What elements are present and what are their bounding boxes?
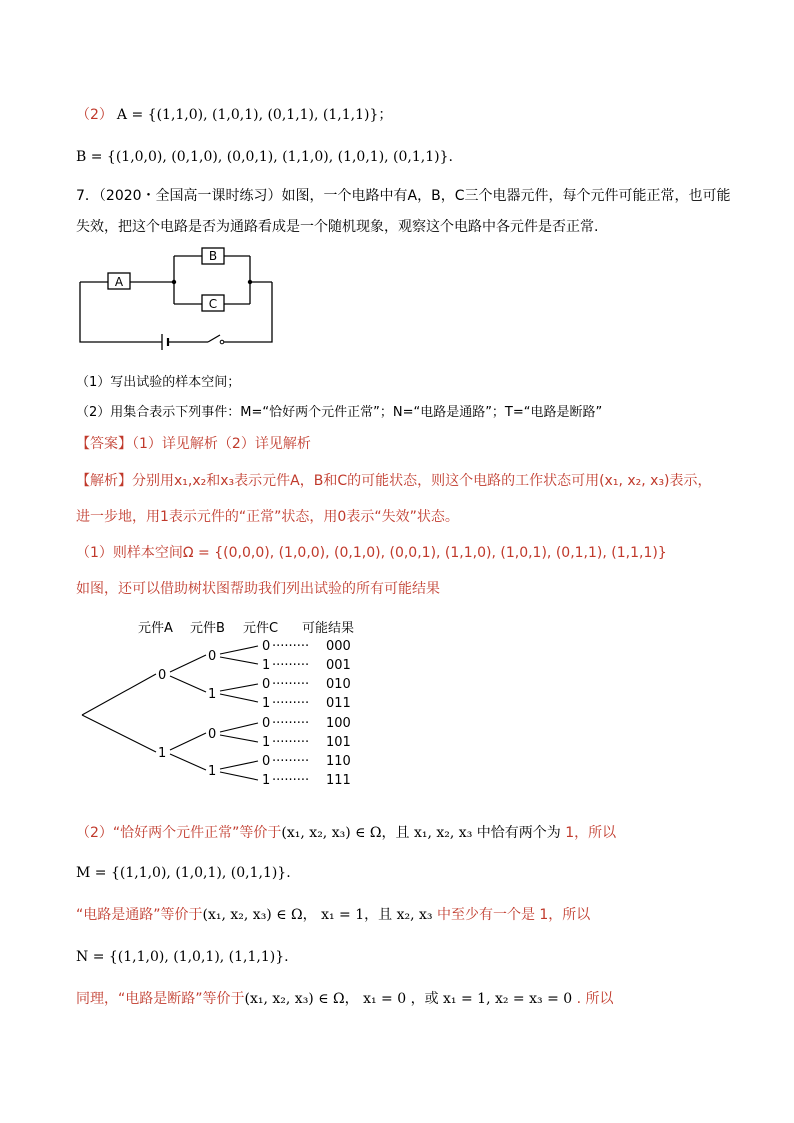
part2-line5 [76,988,614,1010]
set-N-expression: N = {(1,1,0), (1,0,1), (1,1,1)}. [76,949,289,965]
part2-line1-red: （2）“恰好两个元件正常”等价于 [76,825,282,841]
tree-header-C: 元件C [243,621,279,636]
circuit-diagram [70,240,290,360]
tree-B-1: 1 [208,687,217,702]
tree-dots-2: ········· [272,677,310,692]
part2-line5-math: (x₁, x₂, x₃) ∈ Ω， x₁ = 0 ，或 x₁ = 1, x₂ = x₃ = 0 [244,991,573,1007]
tree-header-B: 元件B [190,621,225,636]
set-B-expression: B = {(1,0,0), (0,1,0), (0,0,1), (1,1,0), (1,0,1), (0,1,1)}. [76,149,453,165]
answer-tag: 【答案】 [76,436,132,452]
circuit-label-B: B [208,249,218,263]
tree-A-0: 0 [158,668,167,683]
tree-result-2: 010 [326,677,351,692]
tree-intro-line: 如图，还可以借助树状图帮助我们列出试验的所有可能结果 [76,581,440,597]
tree-diagram [76,612,376,792]
part2-line1-red2: 1，所以 [560,825,617,841]
tree-result-7: 111 [326,773,351,788]
set-M-expression: M = {(1,1,0), (1,0,1), (0,1,1)}. [76,865,291,881]
tree-B-0: 0 [208,649,217,664]
analysis-line2: 进一步地，用1表示元件的“正常”状态，用0表示“失效”状态。 [76,509,459,525]
tree-C-6: 0 [262,754,271,769]
tree-C-0: 0 [262,639,271,654]
set-B-line [76,146,453,168]
set-A-expression: A = {(1,1,0), (1,0,1), (0,1,1), (1,1,1)}； [116,107,393,123]
tree-C-4: 0 [262,716,271,731]
part-label: （2） [76,107,113,123]
part2-line5-red2: . 所以 [572,991,614,1007]
tree-result-1: 001 [326,658,351,673]
subquestion-1: （1）写出试验的样本空间； [76,375,241,390]
part2-line3-math: (x₁, x₂, x₃) ∈ Ω， x₁ = 1，且 x₂, x₃ [202,907,433,923]
part2-line1 [76,822,616,844]
tree-dots-6: ········· [272,754,310,769]
part2-line3-red2: 中至少有一个是 1，所以 [432,907,591,923]
tree-result-6: 110 [326,754,351,769]
tree-B-3: 1 [208,764,217,779]
tree-result-4: 100 [326,716,351,731]
sample-space-line: （1）则样本空间Ω = {(0,0,0), (1,0,0), (0,1,0), (0,0,1), (1,1,0), (1,0,1), (0,1,1), (1,1,1)} [76,545,667,561]
part2-line5-red: 同理，“电路是断路”等价于 [76,991,245,1007]
question-7-line1: 7．（2020・全国高一课时练习）如图，一个电路中有A，B，C三个电器元件，每个元件可能正常，也可能 [76,188,731,204]
set-A-line [76,104,392,126]
tree-result-5: 101 [326,735,351,750]
subquestion-2: （2）用集合表示下列事件：M=“恰好两个元件正常”；N=“电路是通路”；T=“电路是断路” [76,405,603,420]
part2-line1-math: (x₁, x₂, x₃) ∈ Ω，且 x₁, x₂, x₃ 中恰有两个为 [281,825,561,841]
analysis-text-1: 分别用x₁,x₂和x₃表示元件A，B和C的可能状态，则这个电路的工作状态可用(x₁, x₂, x₃)表示， [132,473,712,489]
tree-header-A: 元件A [138,621,173,636]
tree-result-0: 000 [326,639,351,654]
circuit-label-C: C [208,297,218,311]
tree-A-1: 1 [158,746,167,761]
analysis-line1 [76,470,712,492]
tree-C-7: 1 [262,773,271,788]
part2-line3 [76,904,590,926]
tree-dots-4: ········· [272,716,310,731]
part2-line3-red: “电路是通路”等价于 [76,907,203,923]
answer-text: （1）详见解析（2）详见解析 [132,436,311,452]
tree-dots-7: ········· [272,773,310,788]
tree-B-2: 0 [208,727,217,742]
tree-C-1: 1 [262,658,271,673]
tree-dots-5: ········· [272,735,310,750]
tree-header-result: 可能结果 [302,621,355,636]
tree-result-3: 011 [326,696,351,711]
circuit-label-A: A [114,275,124,289]
tree-C-3: 1 [262,696,271,711]
tree-dots-1: ········· [272,658,310,673]
tree-dots-0: ········· [272,639,310,654]
tree-C-2: 0 [262,677,271,692]
answer-line [76,433,311,455]
tree-C-5: 1 [262,735,271,750]
question-7-line2: 失效，把这个电路是否为通路看成是一个随机现象，观察这个电路中各元件是否正常. [76,219,599,235]
analysis-tag: 【解析】 [76,473,132,489]
tree-dots-3: ········· [272,696,310,711]
